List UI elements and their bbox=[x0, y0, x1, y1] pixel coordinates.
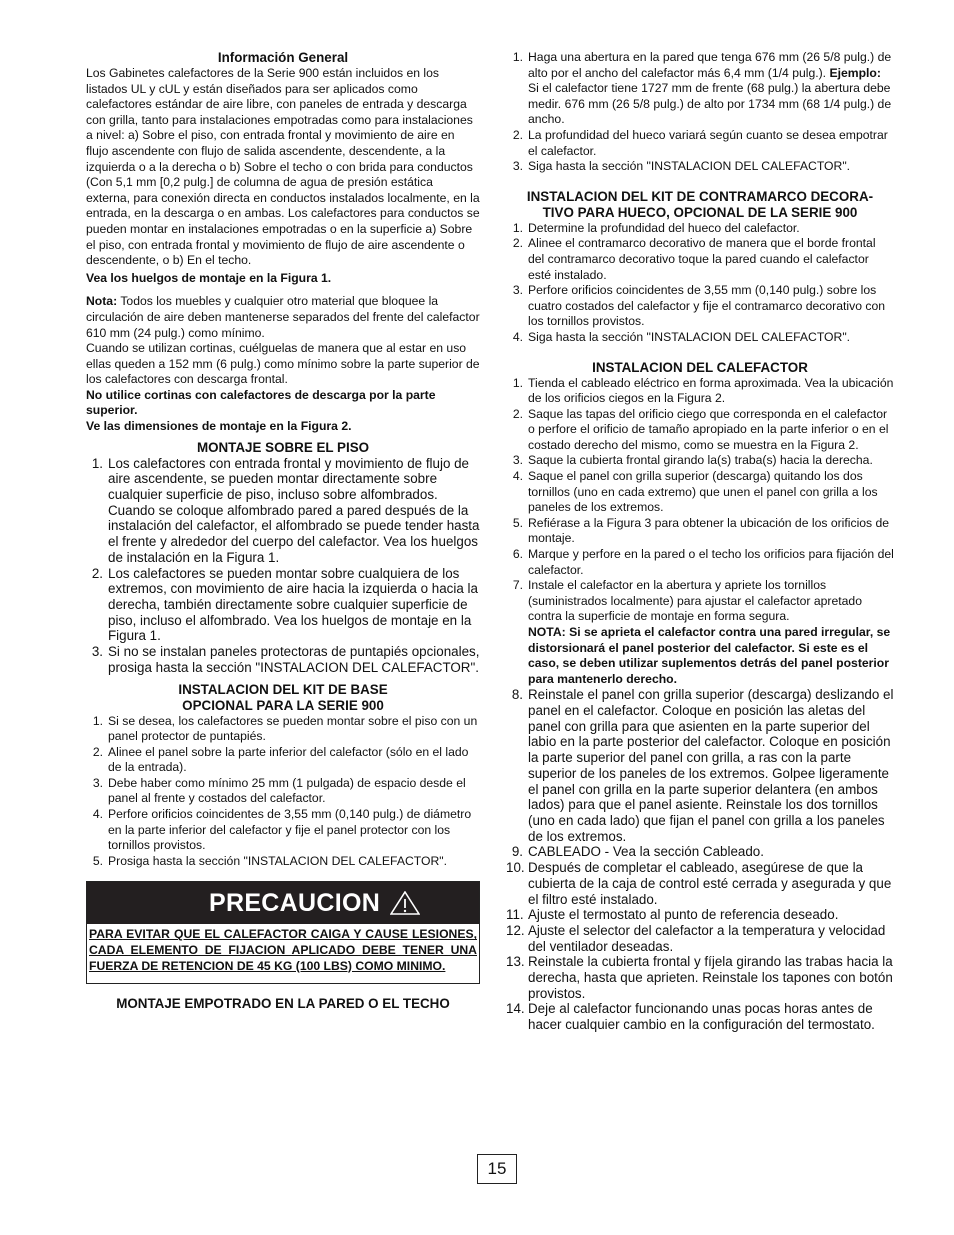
caution-title: PRECAUCION bbox=[209, 888, 381, 917]
base-kit-heading: INSTALACION DEL KIT DE BASE OPCIONAL PARA LA SERIE 900 bbox=[178, 681, 388, 713]
caution-text: PARA EVITAR QUE EL CALEFACTOR CAIGA Y CAUSE LESIONES, CADA ELEMENTO DE FIJACION APLICADO DEBE TENER UNA FUERZA DE RETENCION DE 45 KG (100 LBS) COMO MINIMO. bbox=[89, 927, 477, 973]
list-item: 5. Refiérase a la Figura 3 para obtener la ubicación de los orificios de montaje. bbox=[512, 515, 890, 546]
install-note: NOTA: Si se aprieta el calefactor contra una pared irregular, se distorsionará el panel posterior del calefactor. Si este es el caso, se deben utilizar suplementos detrás del panel posterior para mantenerlo derecho. bbox=[528, 625, 891, 686]
list-item: 3. Perfore orificios coincidentes de 3,55 mm (0,140 pulg.) sobre los cuatro costados del calefactor y fije el contramarco decorativo con los tornillos provistos. bbox=[512, 283, 886, 329]
list-item: 1. Los calefactores con entrada frontal y movimiento de flujo de aire ascendente, se pueden montar directamente sobre cualquier superficie de piso, incluso sobre alfombrados. Cuando se coloque alfombrado pared a pared después de la instalación del calefactor, el alfombrado se puede tender hasta el frente y alrededor del cuerpo del calefactor. Vea los huelgos de instalación en la Figura 1. bbox=[91, 455, 480, 565]
recessed-list bbox=[506, 50, 894, 175]
install-list-continued bbox=[506, 687, 894, 1032]
list-item: 2. Los calefactores se pueden montar sobre cualquiera de los extremos, con movimiento de aire hacia la izquierda o hacia la derecha, también directamente sobre cualquier superficie de piso, incluso el alfombrado. Vea los huelgos de montaje en la Figura 1. bbox=[91, 565, 478, 644]
install-heading: INSTALACION DEL CALEFACTOR bbox=[592, 359, 808, 375]
caution-box bbox=[86, 881, 480, 984]
base-kit-list bbox=[86, 714, 480, 870]
warning-triangle-icon bbox=[390, 891, 420, 915]
list-item: 4. Perfore orificios coincidentes de 3,55 mm (0,140 pulg.) de diámetro en la parte inferior del calefactor y fije el panel protector con los tornillos provistos. bbox=[92, 807, 472, 853]
list-item: 1. Si se desea, los calefactores se pueden montar sobre el piso con un panel protector de puntapiés. bbox=[92, 713, 478, 744]
see-figure-1: Vea los huelgos de montaje en la Figura 1. bbox=[86, 270, 332, 285]
list-item: 2. Alinee el panel sobre la parte inferior del calefactor (sólo en el lado de la entrada). bbox=[92, 744, 469, 775]
list-item: 12. Ajuste el selector del calefactor a la temperatura y velocidad del ventilador deseadas. bbox=[506, 922, 886, 954]
list-item: 6. Marque y perfore en la pared o el techo los orificios para fijación del calefactor. bbox=[512, 547, 894, 577]
no-curtains-warning: No utilice cortinas con calefactores de descarga por la parte superior. bbox=[86, 387, 436, 418]
floor-heading: MONTAJE SOBRE EL PISO bbox=[196, 439, 370, 455]
list-item: 2. Alinee el contramarco decorativo de manera que el borde frontal del contramarco decorativo toque la pared cuando el calefactor esté instalado. bbox=[512, 236, 876, 282]
list-item: 4. Siga hasta la sección "INSTALACION DEL CALEFACTOR". bbox=[512, 329, 851, 344]
list-item: 8. Reinstale el panel con grilla superior (descarga) deslizando el panel en el calefactor. Coloque en posición las aletas del panel con grilla para que asienten en la parte superior del labio en la parte posterior del calefactor. Coloque en posición la parte superior del panel con grilla, a ras con la parte superior de los paneles de los extremos. Golpee ligeramente el panel con grilla en la parte superior delantera (en ambos lados) para que el panel asiente. Reinstale los dos tornillos (uno en cada lado) que fijan el panel con grilla a los paneles de los extremos. bbox=[511, 687, 894, 844]
list-item: 1. Determine la profundidad del hueco del calefactor. bbox=[512, 220, 800, 235]
list-item: 9. CABLEADO - Vea la sección Cableado. bbox=[511, 844, 764, 860]
list-item: 13. Reinstale la cubierta frontal y fíjela girando las trabas hacia la derecha, hasta que aprieten. Reinstale los tapones con botón provistos. bbox=[506, 954, 893, 1001]
right-column bbox=[506, 50, 894, 1033]
caution-header bbox=[87, 882, 479, 924]
list-item: 4. Saque el panel con grilla superior (descarga) quitando los dos tornillos (uno en cada extremo) que unen el panel con grilla a los paneles de los extremos. bbox=[512, 469, 878, 515]
note-paragraph bbox=[86, 294, 480, 341]
list-item: 1. Tienda el cableado eléctrico en forma aproximada. Vea la ubicación de los orificios ciegos en la Figura 2. bbox=[512, 375, 894, 406]
list-item: 3. Saque la cubierta frontal girando la(s) traba(s) hacia la derecha. bbox=[512, 453, 873, 468]
left-column bbox=[86, 50, 480, 1012]
recessed-heading: MONTAJE EMPOTRADO EN LA PARED O EL TECHO bbox=[116, 996, 450, 1012]
curtains-text: Cuando se utilizan cortinas, cuélguelas de manera que al estar en uso ellas queden a 152 mm (6 pulg.) como mínimo sobre la parte superior de los calefactores con descarga frontal. bbox=[86, 341, 480, 387]
list-item: 2. Saque las tapas del orificio ciego que corresponda en el calefactor o perfore el orificio de tamaño apropiado en la parte inferior o en el costado derecho del mismo, como se muestra en la Figura 2. bbox=[512, 406, 889, 452]
list-item: 10. Después de completar el cableado, asegúrese de que la cubierta de la caja de control esté cerrada y asegurada y que el filtro esté instalado. bbox=[506, 860, 892, 907]
list-item: 7. Instale el calefactor en la abertura y apriete los tornillos (suministrados localmente) para ajustar el calefactor apretado contra la superficie de montaje en forma segura. NOTA: Si se aprieta el calefactor contra una pared irregular, se distorsionará el panel posterior del calefactor. Si este es el caso, se deben utilizar suplementos detrás del panel posterior para mantenerlo derecho. bbox=[512, 578, 891, 686]
see-figure-2: Ve las dimensiones de montaje en la Figura 2. bbox=[86, 419, 352, 434]
list-item: 11. Ajuste el termostato al punto de referencia deseado. bbox=[506, 907, 839, 923]
list-item: 14. Deje al calefactor funcionando unas pocas horas antes de hacer cualquier cambio en la configuración del termostato. bbox=[506, 1001, 875, 1033]
trim-kit-heading: INSTALACION DEL KIT DE CONTRAMARCO DECORA- TIVO PARA HUECO, OPCIONAL DE LA SERIE 900 bbox=[526, 188, 874, 220]
note-text: Todos los muebles y cualquier otro material que bloquee la circulación de aire deben mantenerse separados del frente del calefactor 610 mm (24 pulg.) como mínimo. bbox=[86, 294, 480, 340]
page-number: 15 bbox=[477, 1154, 517, 1184]
install-list bbox=[506, 376, 894, 688]
list-item: 2. La profundidad del hueco variará según cuanto se desea empotrar el calefactor. bbox=[512, 127, 888, 158]
list-item: 3. Si no se instalan paneles protectoras de puntapiés opcionales, prosiga hasta la sección "INSTALACION DEL CALEFACTOR". bbox=[91, 644, 480, 675]
list-item: 3. Debe haber como mínimo 25 mm (1 pulgada) de espacio desde el panel al frente y costados del calefactor. bbox=[92, 775, 466, 806]
floor-list bbox=[86, 456, 480, 676]
note-label: Nota: bbox=[86, 294, 118, 309]
info-heading: Información General bbox=[217, 50, 349, 65]
info-text: Los Gabinetes calefactores de la Serie 900 están incluidos en los listados UL y cUL y están diseñados para ser aplicados como calefactores estándar de aire libre, con paneles de entrada y descarga con grilla, tanto para instalaciones empotradas como para instalaciones a nivel: a) Sobre el piso, con entrada frontal y movimiento de aire en flujo ascendente con flujo de salida ascendente, descendente, a la izquierda o a la derecha o b) Sobre el techo o con brida para conductos (Con 5,1 mm [0,2 pulg.] de columna de agua de presión estática externa, para conexión directa en conductos instalados localmente, en la entrada, en la descarga o en ambas. Los calefactores para conductos se pueden montar en instalaciones empotradas o en la superficie a) Sobre el piso, con entrada frontal y movimiento de flujo de aire ascendente o descendente, o b) En el techo. bbox=[86, 66, 480, 268]
list-item: 5. Prosiga hasta la sección "INSTALACION DEL CALEFACTOR". bbox=[92, 853, 447, 868]
list-item: 1. Haga una abertura en la pared que tenga 676 mm (26 5/8 pulg.) de alto por el ancho del calefactor más 6,4 mm (1/4 pulg.). Ejemplo: Si el calefactor tiene 1727 mm de frente (68 pulg.) la abertura debe medir. 676 mm (26 5/8 pulg.) de alto por 1734 mm (68 1/4 pulg.) de ancho. bbox=[512, 50, 892, 127]
trim-kit-list bbox=[506, 221, 894, 346]
list-item: 3. Siga hasta la sección "INSTALACION DEL CALEFACTOR". bbox=[512, 159, 851, 174]
